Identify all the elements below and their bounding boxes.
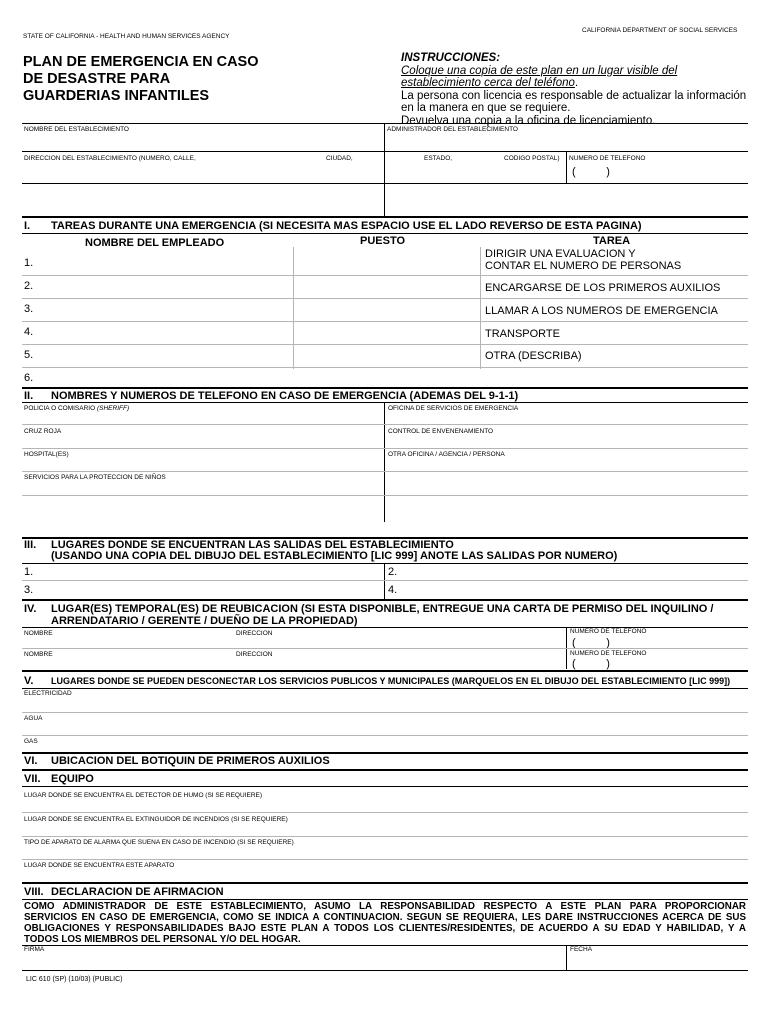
department-name: CALIFORNIA DEPARTMENT OF SOCIAL SERVICES — [582, 27, 738, 34]
form-title — [23, 54, 259, 105]
facility-admin-field[interactable] — [386, 133, 747, 151]
section-2-title: NOMBRES Y NUMEROS DE TELEFONO EN CASO DE EMERGENCIA (ADEMAS DEL 9-1-1) — [51, 390, 519, 402]
affirmation-line-3: OBLIGACIONES Y RESPONSABILIDADES BAJO ESTE PLAN A TODOS LOS CLIENTES/RESIDENTES, DE ACUERDO A SU EDAD Y HABILIDAD, Y A — [24, 923, 746, 934]
facility-city-label: CIUDAD, — [326, 155, 353, 162]
relocation-2-name-label: NOMBRE — [24, 651, 53, 658]
divider — [22, 859, 748, 860]
facility-admin-label: ADMINISTRADOR DEL ESTABLECIMIENTO — [387, 126, 518, 133]
divider — [22, 882, 748, 884]
relocation-1-phone-label: NUMERO DE TELEFONO — [570, 628, 647, 635]
section-7-number: VII. — [24, 773, 41, 785]
signature-field[interactable] — [22, 954, 564, 969]
employee-row-5-number: 5. — [24, 349, 34, 361]
poison-control-field[interactable] — [386, 436, 747, 447]
instructions-line-5: Devuelva una copia a la oficina de licenciamiento. — [401, 114, 656, 127]
alarm-type-label: TIPO DE APARATO DE ALARMA QUE SUENA EN CASO DE INCENDIO (SI SE REQUIERE) — [24, 839, 294, 846]
date-label: FECHA — [570, 946, 593, 953]
police-label — [24, 405, 129, 413]
extra-contact-field-left[interactable] — [22, 497, 383, 520]
section-3-title-line-2: (USANDO UNA COPIA DEL DIBUJO DEL ESTABLECIMIENTO [LIC 999] ANOTE LAS SALIDAS POR NUMERO) — [51, 550, 618, 562]
exit-3-number: 3. — [24, 584, 34, 596]
section-8-number: VIII. — [24, 886, 44, 898]
agency-name: STATE OF CALIFORNIA - HEALTH AND HUMAN SERVICES AGENCY — [23, 33, 230, 40]
relocation-1-name-field[interactable] — [22, 638, 232, 647]
divider — [22, 599, 748, 601]
section-4-title-line-2: ARRENDATARIO / GERENTE / DUEÑO DE LA PROPIEDAD) — [51, 615, 358, 627]
alarm-type-field[interactable] — [22, 847, 746, 858]
date-field[interactable] — [568, 954, 746, 969]
section-7-heading — [24, 773, 94, 785]
divider — [22, 344, 748, 345]
extinguisher-label: LUGAR DONDE SE ENCUENTRA EL EXTINGUIDOR DE INCENDIOS (SI SE REQUIERE) — [24, 816, 288, 823]
task-2: ENCARGARSE DE LOS PRIMEROS AUXILIOS — [485, 282, 721, 294]
divider — [22, 298, 748, 299]
employee-row-6-number: 6. — [24, 372, 34, 384]
divider — [22, 471, 748, 472]
section-3-number: III. — [24, 539, 37, 551]
instructions-line-3: La persona con licencia es responsable de actualizar la información — [401, 89, 747, 102]
column-header-position: PUESTO — [360, 235, 406, 247]
smoke-detector-label: LUGAR DONDE SE ENCUENTRA EL DETECTOR DE HUMO (SI SE REQUIERE) — [24, 792, 263, 799]
divider — [22, 580, 748, 581]
section-6-heading — [24, 755, 330, 767]
employee-row-1-number: 1. — [24, 257, 34, 269]
divider — [22, 183, 748, 184]
emergency-office-field[interactable] — [386, 413, 747, 423]
water-field[interactable] — [22, 723, 746, 734]
other-office-field[interactable] — [386, 459, 747, 470]
column-header-employee: NOMBRE DEL EMPLEADO — [85, 237, 225, 249]
task-1-line-2: CONTAR EL NUMERO DE PERSONAS — [485, 260, 682, 272]
divider — [22, 786, 748, 787]
relocation-2-phone-field[interactable]: ( ) — [572, 658, 610, 670]
divider — [384, 563, 385, 599]
relocation-2-phone-label: NUMERO DE TELEFONO — [570, 650, 647, 657]
child-protection-label: SERVICIOS PARA LA PROTECCION DE NIÑOS — [24, 474, 166, 481]
task-5: OTRA (DESCRIBA) — [485, 350, 582, 362]
relocation-1-address-label: DIRECCION — [236, 630, 273, 637]
section-2-number: II. — [24, 390, 34, 402]
electricity-label: ELECTRICIDAD — [24, 690, 72, 697]
employee-row-3-number: 3. — [24, 303, 34, 315]
divider — [22, 321, 748, 322]
relocation-2-address-field[interactable] — [234, 659, 564, 668]
section-4-title-line-1: LUGAR(ES) TEMPORAL(ES) DE REUBICACION (SI ESTA DISPONIBLE, ENTREGUE UNA CARTA DE PERMISO DEL INQUILINO / — [51, 603, 714, 615]
police-field[interactable] — [22, 413, 383, 423]
first-aid-kit-location-field[interactable] — [340, 754, 746, 768]
divider — [22, 367, 748, 368]
form-title-line-1: PLAN DE EMERGENCIA EN CASO — [23, 54, 259, 70]
section-6-title: UBICACION DEL BOTIQUIN DE PRIMEROS AUXILIOS — [51, 755, 330, 767]
facility-address-label: DIRECCION DEL ESTABLECIMIENTO (NUMERO, CALLE, — [24, 155, 196, 162]
facility-state-label: ESTADO, — [424, 155, 453, 162]
section-3-heading — [24, 540, 617, 562]
instructions-heading: INSTRUCCIONES: — [401, 52, 501, 64]
divider — [566, 945, 567, 970]
divider — [22, 402, 748, 403]
red-cross-label: CRUZ ROJA — [24, 428, 62, 435]
section-1-heading — [24, 220, 642, 232]
divider — [566, 151, 567, 184]
emergency-office-label: OFICINA DE SERVICIOS DE EMERGENCIA — [388, 405, 519, 412]
red-cross-field[interactable] — [22, 436, 383, 447]
facility-name-field[interactable] — [22, 133, 383, 151]
section-8-heading — [24, 886, 224, 898]
relocation-2-address-label: DIRECCION — [236, 651, 273, 658]
divider — [384, 402, 385, 522]
instructions-line-4: en la manera en que se requiere. — [401, 102, 571, 114]
facility-phone-label: NUMERO DE TELEFONO — [569, 155, 646, 162]
other-office-label: OTRA OFICINA / AGENCIA / PERSONA — [388, 451, 505, 458]
divider — [22, 899, 748, 900]
facility-zip-label: CODIGO POSTAL) — [504, 155, 560, 162]
alarm-location-field[interactable] — [22, 870, 746, 881]
affirmation-text — [24, 901, 746, 945]
relocation-1-address-field[interactable] — [234, 638, 564, 647]
divider — [22, 387, 748, 389]
employee-position-field[interactable] — [296, 250, 478, 273]
divider — [22, 836, 748, 837]
alarm-location-label: LUGAR DONDE SE ENCUENTRA ESTE APARATO — [24, 862, 175, 869]
water-label: AGUA — [24, 715, 43, 722]
relocation-1-phone-field[interactable]: ( ) — [572, 637, 610, 649]
divider — [22, 424, 748, 425]
police-label-text: POLICIA O COMISARIO — [24, 405, 96, 412]
section-5-title: LUGARES DONDE SE PUEDEN DESCONECTAR LOS SERVICIOS PUBLICOS Y MUNICIPALES (MARQUELOS EN EL DIBUJO DEL ESTABLECIMIENTO [LIC 999]) — [51, 676, 731, 686]
instructions-line-1: Coloque una copia de este plan en un lugar visible del — [401, 64, 678, 77]
divider — [480, 247, 481, 369]
section-3-title-line-1: LUGARES DONDE SE ENCUENTRAN LAS SALIDAS DEL ESTABLECIMIENTO — [51, 539, 454, 551]
divider — [22, 448, 748, 449]
section-8-title: DECLARACION DE AFIRMACION — [51, 886, 224, 898]
facility-address-field[interactable] — [22, 162, 564, 182]
divider — [22, 712, 748, 713]
extinguisher-field[interactable] — [22, 824, 746, 835]
gas-label: GAS — [24, 738, 38, 745]
divider — [22, 812, 748, 813]
exit-2-field[interactable] — [402, 564, 746, 579]
employee-name-field[interactable] — [40, 250, 290, 273]
exit-1-field[interactable] — [38, 564, 382, 579]
task-1-line-1: DIRIGIR UNA EVALUACION Y — [485, 248, 636, 260]
facility-name-label: NOMBRE DEL ESTABLECIMIENTO — [24, 126, 129, 133]
form-title-line-2: DE DESASTRE PARA — [23, 71, 171, 87]
instructions — [401, 52, 746, 127]
section-1-title: TAREAS DURANTE UNA EMERGENCIA (SI NECESITA MAS ESPACIO USE EL LADO REVERSO DE ESTA PAGINA) — [51, 220, 642, 232]
section-5-number: V. — [24, 675, 34, 687]
facility-extra-field[interactable] — [386, 185, 747, 215]
task-4: TRANSPORTE — [485, 328, 560, 340]
exit-3-field[interactable] — [38, 582, 382, 597]
divider — [22, 735, 748, 736]
poison-control-label: CONTROL DE ENVENENAMIENTO — [388, 428, 494, 435]
relocation-1-name-label: NOMBRE — [24, 630, 53, 637]
signature-label: FIRMA — [24, 946, 45, 953]
divider — [22, 216, 748, 218]
exit-1-number: 1. — [24, 566, 34, 578]
exit-2-number: 2. — [388, 566, 398, 578]
extra-contact-field-right[interactable] — [386, 497, 747, 520]
affirmation-line-1: COMO ADMINISTRADOR DE ESTE ESTABLECIMIENTO, ASUMO LA RESPONSABILIDAD RESPECTO A ESTE PLAN PARA PROPORCIONAR — [24, 901, 746, 912]
divider — [22, 123, 748, 124]
divider — [22, 945, 748, 946]
section-7-title: EQUIPO — [51, 773, 94, 785]
divider — [22, 769, 748, 771]
affirmation-line-2: SERVICIOS EN CASO DE EMERGENCIA, COMO SE INDICA A CONTINUACION. SEGUN SE REQUIERA, LES DARE INSTRUCCIONES ACERCA DE SUS — [24, 912, 746, 923]
divider — [22, 648, 748, 649]
instructions-line-2: establecimiento cerca del teléfono — [401, 77, 575, 89]
section-2-heading — [24, 390, 518, 402]
exit-4-number: 4. — [388, 584, 398, 596]
employee-row-2-number: 2. — [24, 280, 34, 292]
form-number: LIC 610 (SP) (10/03) (PUBLIC) — [26, 976, 123, 983]
child-protection-field[interactable] — [22, 482, 383, 494]
divider — [22, 670, 748, 672]
exit-4-field[interactable] — [402, 582, 746, 597]
divider — [22, 970, 748, 971]
section-5-heading — [24, 675, 730, 687]
gas-field[interactable] — [22, 746, 746, 751]
electricity-field[interactable] — [22, 698, 746, 711]
employee-row-4-number: 4. — [24, 326, 34, 338]
divider — [22, 275, 748, 276]
divider — [293, 247, 294, 369]
divider — [22, 233, 748, 234]
section-4-heading — [24, 603, 713, 627]
relocation-2-name-field[interactable] — [22, 659, 232, 668]
divider — [22, 151, 748, 152]
section-6-number: VI. — [24, 755, 38, 767]
hospital-label: HOSPITAL(ES) — [24, 451, 69, 458]
hospital-field[interactable] — [22, 459, 383, 470]
form-title-line-3: GUARDERIAS INFANTILES — [23, 88, 210, 104]
facility-address-line-2-field[interactable] — [22, 185, 383, 215]
divider — [22, 495, 748, 496]
instructions-line-2-end: . — [574, 77, 579, 89]
task-3: LLAMAR A LOS NUMEROS DE EMERGENCIA — [485, 305, 718, 317]
police-label-italic: (SHERIFF) — [96, 405, 130, 412]
section-4-number: IV. — [24, 603, 37, 615]
facility-phone-field[interactable]: ( ) — [572, 166, 610, 178]
smoke-detector-field[interactable] — [22, 800, 746, 811]
divider — [22, 688, 748, 689]
affirmation-line-4: TODOS LOS MIEMBROS DEL PERSONAL Y/O DEL HOGAR. — [24, 934, 301, 945]
column-header-task: TAREA — [593, 235, 631, 247]
section-1-number: I. — [24, 220, 31, 232]
